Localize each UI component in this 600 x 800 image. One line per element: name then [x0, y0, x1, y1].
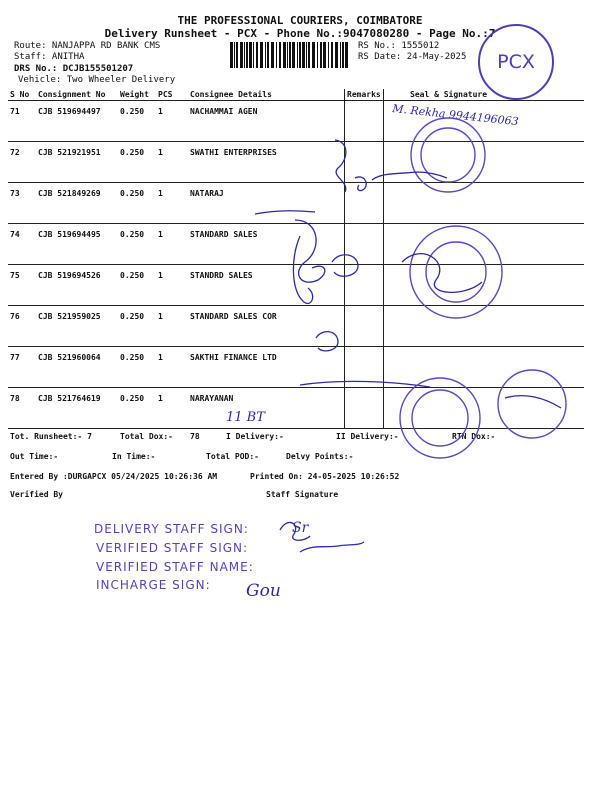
rtn-dox: RTN Dox:- — [452, 432, 496, 441]
row-sno: 74 — [8, 224, 36, 265]
row-sno: 78 — [8, 388, 36, 429]
row-consignee: SWATHI ENTERPRISES — [188, 142, 345, 183]
rs-date: RS Date: 24-May-2025 — [358, 52, 467, 62]
row-consignment: CJB 521960064 — [36, 347, 118, 388]
total-dox-label: Total Dox:- — [120, 432, 173, 441]
col-remarks: Remarks — [345, 89, 384, 101]
stamp-incharge-sign: INCHARGE SIGN: — [96, 578, 211, 592]
row-consignment: CJB 519694495 — [36, 224, 118, 265]
staff-signature-label: Staff Signature — [266, 490, 339, 499]
col-seal-signature: Seal & Signature — [384, 89, 585, 101]
row-consignment: CJB 521849269 — [36, 183, 118, 224]
stamp-verified-staff-name: VERIFIED STAFF NAME: — [96, 560, 254, 574]
incharge-signature: Gou — [246, 581, 281, 601]
row71-handwritten-note: M. Rekha 9944196063 — [391, 102, 520, 129]
pcx-stamp: PCX — [478, 24, 554, 100]
row-consignment: CJB 521764619 — [36, 388, 118, 429]
row-sno: 71 — [8, 101, 36, 142]
stamp-delivery-staff-sign: DELIVERY STAFF SIGN: — [94, 522, 249, 536]
row-weight: 0.250 — [118, 347, 156, 388]
signature-scribble — [293, 236, 312, 303]
col-pcs: PCS — [156, 89, 188, 101]
signature-scribble — [295, 220, 325, 282]
row-weight: 0.250 — [118, 101, 156, 142]
row-weight: 0.250 — [118, 306, 156, 347]
row-sno: 77 — [8, 347, 36, 388]
out-time: Out Time:- — [10, 452, 59, 461]
col-consignee: Consignee Details — [188, 89, 345, 101]
standard-sales-seal — [402, 226, 502, 318]
row-consignee: NACHAMMAI AGEN — [188, 101, 345, 142]
delivery-staff-signature: Sr — [292, 520, 309, 536]
row-pcs: 1 — [156, 224, 188, 265]
company-title: THE PROFESSIONAL COURIERS, COIMBATORE — [177, 14, 423, 27]
row-consignment: CJB 519694497 — [36, 101, 118, 142]
row-consignee: STANDARD SALES COR — [188, 306, 345, 347]
rs-number: RS No.: 1555012 — [358, 41, 440, 51]
total-pod: Total POD:- — [206, 452, 259, 461]
row-consignee: STANDRD SALES — [188, 265, 345, 306]
signature-scribble — [316, 332, 338, 351]
row-consignee: STANDARD SALES — [188, 224, 345, 265]
drs-number: DRS No.: DCJB155501207 — [14, 64, 134, 74]
company-seal-round — [411, 118, 485, 192]
row-pcs: 1 — [156, 265, 188, 306]
runsheet-subtitle: Delivery Runsheet - PCX - Phone No.:9047080280 - Page No.:7 — [104, 27, 496, 40]
total-runsheet: Tot. Runsheet:- 7 — [10, 432, 92, 441]
signature-scribble — [335, 140, 346, 192]
stamp-verified-staff-sign: VERIFIED STAFF SIGN: — [96, 541, 249, 555]
row-pcs: 1 — [156, 306, 188, 347]
in-time: In Time:- — [112, 452, 156, 461]
staff-label: Staff: ANITHA — [14, 52, 85, 62]
signature-scribble — [332, 255, 358, 277]
vehicle-label: Vehicle: Two Wheeler Delivery — [18, 75, 176, 85]
signature-scribble — [300, 381, 430, 387]
col-consignment: Consignment No — [36, 89, 118, 101]
row-pcs: 1 — [156, 101, 188, 142]
delvy-points: Delvy Points:- — [286, 452, 354, 461]
row78-handwritten-note: 11 BT — [226, 410, 265, 425]
col-weight: Weight — [118, 89, 156, 101]
total-dox-value: 78 — [190, 432, 200, 441]
printed-on: Printed On: 24-05-2025 10:26:52 — [250, 472, 400, 481]
row-weight: 0.250 — [118, 142, 156, 183]
signature-scribble — [300, 542, 364, 552]
signature-scribble — [255, 211, 315, 214]
signature-scribble — [355, 177, 366, 191]
entered-by: Entered By :DURGAPCX 05/24/2025 10:26:36 AM — [10, 472, 218, 481]
row-sno: 75 — [8, 265, 36, 306]
row-sno: 73 — [8, 183, 36, 224]
col-sno: S No — [8, 89, 36, 101]
row-weight: 0.250 — [118, 265, 156, 306]
row-pcs: 1 — [156, 183, 188, 224]
row-consignee: NARAYANAN — [188, 388, 345, 429]
row-pcs: 1 — [156, 347, 188, 388]
industries-seal — [498, 370, 566, 438]
row-sno: 76 — [8, 306, 36, 347]
row-consignment: CJB 521959025 — [36, 306, 118, 347]
row-pcs: 1 — [156, 142, 188, 183]
row-weight: 0.250 — [118, 388, 156, 429]
row-consignment: CJB 521921951 — [36, 142, 118, 183]
verified-by: Verified By — [10, 490, 63, 499]
row-sno: 72 — [8, 142, 36, 183]
row-consignment: CJB 519694526 — [36, 265, 118, 306]
row-consignee: SAKTHI FINANCE LTD — [188, 347, 345, 388]
route-label: Route: NANJAPPA RD BANK CMS — [14, 41, 161, 51]
i-delivery: I Delivery:- — [226, 432, 284, 441]
ii-delivery: II Delivery:- — [336, 432, 399, 441]
row-weight: 0.250 — [118, 224, 156, 265]
row-pcs: 1 — [156, 388, 188, 429]
row-consignee: NATARAJ — [188, 183, 345, 224]
sakthi-finance-seal — [400, 378, 480, 458]
row-weight: 0.250 — [118, 183, 156, 224]
